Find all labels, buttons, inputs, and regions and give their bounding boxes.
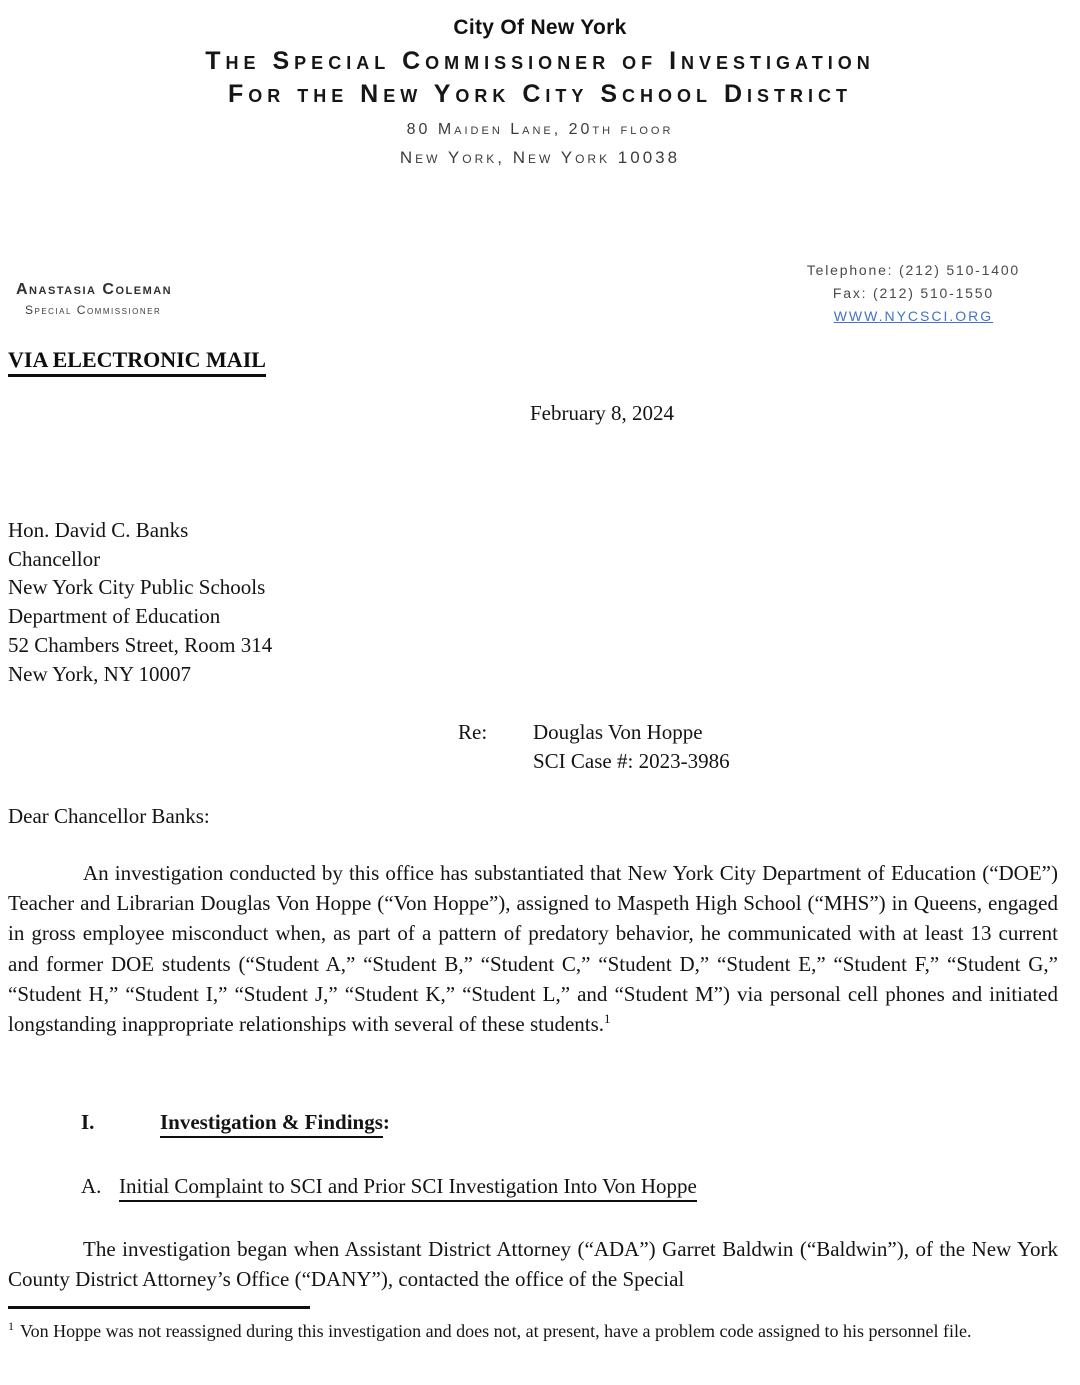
footnote-separator — [8, 1306, 310, 1309]
contact-block — [807, 259, 1020, 328]
section-colon: : — [382, 1110, 390, 1134]
letterhead-address-line1: 80 Maiden Lane, 20th floor — [406, 121, 674, 138]
commissioner-block — [16, 281, 172, 317]
letterhead-org-line2: For the New York City School District — [228, 80, 852, 108]
recipient-line: Chancellor — [8, 546, 101, 571]
re-block — [458, 718, 730, 776]
commissioner-title: Special Commissioner — [25, 303, 162, 317]
re-case-number: SCI Case #: 2023-3986 — [533, 749, 730, 773]
contact-telephone: Telephone: (212) 510-1400 — [806, 262, 1020, 278]
subsection-heading-a — [81, 1174, 697, 1202]
paragraph-2-text: The investigation began when Assistant District Attorney (“ADA”) Garret Baldwin (“Baldwin”), of the New York County District Attorney’s Office (“DANY”), contacted the office of the Special — [8, 1237, 1058, 1292]
letterhead-address-line2: New York, New York 10038 — [399, 148, 681, 167]
recipient-address — [8, 516, 272, 688]
salutation: Dear Chancellor Banks: — [8, 804, 210, 828]
body-paragraph-1 — [8, 858, 1058, 1039]
recipient-line: Hon. David C. Banks — [8, 518, 189, 542]
body-paragraph-2 — [8, 1234, 1058, 1294]
re-content — [533, 718, 730, 776]
recipient-line: Department of Education — [8, 604, 221, 629]
subsection-title: Initial Complaint to SCI and Prior SCI Investigation Into Von Hoppe — [119, 1174, 697, 1202]
letterhead — [0, 16, 1080, 168]
contact-fax: Fax: (212) 510-1550 — [832, 285, 994, 301]
paragraph-1-text: An investigation conducted by this office has substantiated that New York City Department of Education (“DOE”) Teacher and Librarian Douglas Von Hoppe (“Von Hoppe”), assigned to Maspeth High School (“MHS”) in Queens, engaged in gross employee misconduct when, as part of a pattern of predatory behavior, he communicated with at least 13 current and former DOE students (“Student A,” “Student B,” “Student C,” “Student D,” “Student E,” “Student F,” “Student G,” “Student H,” “Student I,” “Student J,” “Student K,” “Student L,” and “Student M”) via personal cell phones and initiated longstanding inappropriate relationships with several of these students. — [8, 861, 1058, 1037]
recipient-line: New York, NY 10007 — [8, 661, 191, 686]
delivery-method: VIA ELECTRONIC MAIL — [8, 347, 266, 377]
section-number: I. — [81, 1110, 95, 1134]
recipient-line: 52 Chambers Street, Room 314 — [8, 632, 273, 657]
recipient-line: New York City Public Schools — [8, 575, 266, 600]
re-subject: Douglas Von Hoppe — [533, 720, 703, 744]
letterhead-org-line1: The Special Commissioner of Investigation — [205, 47, 875, 75]
letter-date: February 8, 2024 — [530, 401, 675, 425]
footnote-reference: 1 — [604, 1011, 611, 1027]
commissioner-name: Anastasia Coleman — [16, 281, 173, 298]
website-link[interactable]: WWW.NYCSCI.ORG — [833, 308, 994, 324]
footnote-number: 1 — [8, 1319, 14, 1333]
letterhead-city: City Of New York — [453, 16, 627, 39]
section-heading-1 — [81, 1110, 390, 1138]
subsection-letter: A. — [81, 1174, 102, 1198]
section-title: Investigation & Findings — [160, 1110, 383, 1138]
footnote — [8, 1318, 1058, 1345]
footnote-text: Von Hoppe was not reassigned during this investigation and does not, at present, have a problem code assigned to his personnel file. — [20, 1321, 972, 1341]
re-label: Re: — [458, 720, 488, 744]
